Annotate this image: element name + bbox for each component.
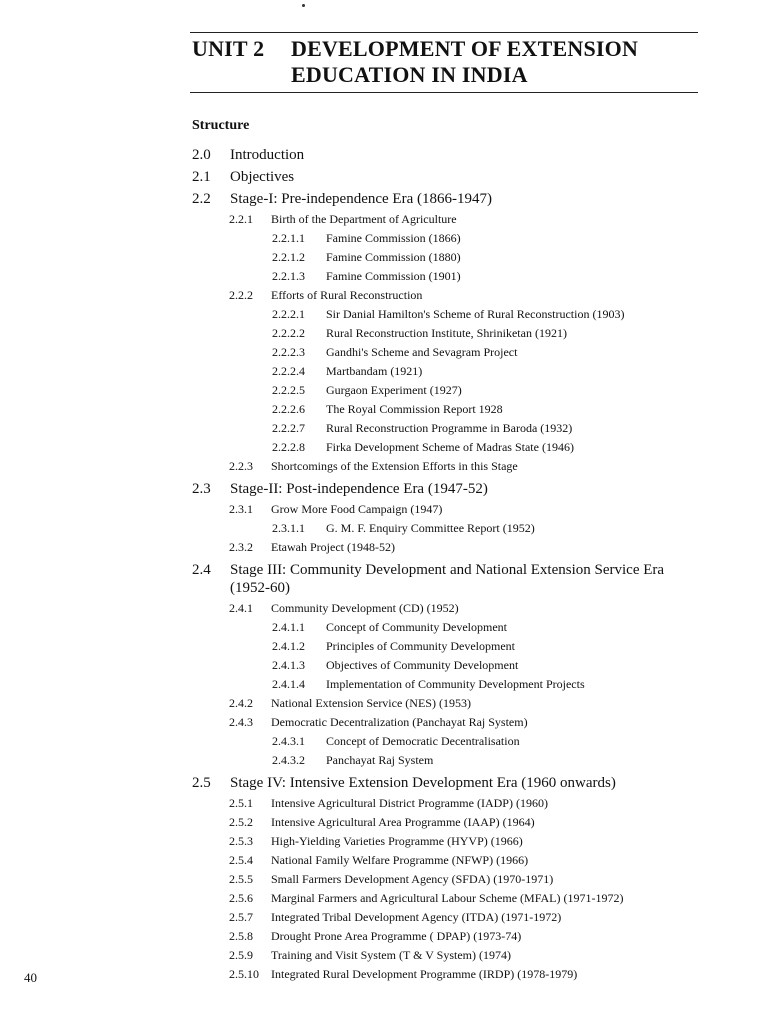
structure-heading: Structure (192, 118, 250, 133)
toc-entry-number: 2.0 (192, 147, 211, 163)
toc-entry-number: 2.2.2.6 (272, 402, 305, 416)
toc-entry-title: Grow More Food Campaign (1947) (271, 502, 443, 516)
toc-entry-number: 2.3.1.1 (272, 521, 305, 535)
toc-entry-number: 2.5.8 (229, 929, 253, 943)
toc-entry-number: 2.3 (192, 481, 211, 497)
toc-entry-number: 2.2.3 (229, 459, 253, 473)
toc-entry-title: Martbandam (1921) (326, 364, 423, 378)
toc-entry-title-continuation: (1952-60) (230, 580, 290, 596)
toc-entry-title: High-Yielding Varieties Programme (HYVP) (1966) (271, 834, 523, 848)
toc-entry-number: 2.2.1.3 (272, 269, 305, 283)
toc-entry-number: 2.3.2 (229, 540, 253, 554)
toc-entry-number: 2.4.1.4 (272, 677, 305, 691)
toc-entry-number: 2.2.1.1 (272, 231, 305, 245)
toc-entry-number: 2.5.10 (229, 967, 259, 981)
toc-entry-title: G. M. F. Enquiry Committee Report (1952) (326, 521, 535, 535)
toc-entry-title: Stage-I: Pre-independence Era (1866-1947) (230, 191, 492, 207)
toc-entry-number: 2.5.2 (229, 815, 253, 829)
toc-entry-number: 2.4.2 (229, 696, 253, 710)
toc-entry-number: 2.5 (192, 775, 211, 791)
toc-entry-title: Gurgaon Experiment (1927) (326, 383, 462, 397)
toc-entry-title: Panchayat Raj System (326, 753, 434, 767)
toc-entry-title: Efforts of Rural Reconstruction (271, 288, 423, 302)
title-line-2: EDUCATION IN INDIA (291, 62, 528, 87)
toc-entry-title: Birth of the Department of Agriculture (271, 212, 457, 226)
toc-entry-number: 2.2.2.1 (272, 307, 305, 321)
toc-entry-title: National Extension Service (NES) (1953) (271, 696, 471, 710)
toc-entry-number: 2.5.4 (229, 853, 253, 867)
toc-entry-title: Stage-II: Post-independence Era (1947-52) (230, 481, 488, 497)
toc-entry-title: Shortcomings of the Extension Efforts in this Stage (271, 459, 518, 473)
toc-entry-number: 2.5.7 (229, 910, 253, 924)
toc-entry-title: Intensive Agricultural District Programme (IADP) (1960) (271, 796, 548, 810)
toc-entry-title: Integrated Tribal Development Agency (ITDA) (1971-1972) (271, 910, 562, 924)
toc-entry-title: Principles of Community Development (326, 639, 515, 653)
toc-entry-title: Small Farmers Development Agency (SFDA) (1970-1971) (271, 872, 554, 886)
toc-entry-title: Implementation of Community Development Projects (326, 677, 585, 691)
toc-entry-title: The Royal Commission Report 1928 (326, 402, 503, 416)
toc-entry-title: Famine Commission (1901) (326, 269, 461, 283)
toc-entry-title: Sir Danial Hamilton's Scheme of Rural Reconstruction (1903) (326, 307, 625, 321)
toc-entry-number: 2.2 (192, 191, 211, 207)
toc-entry-title: Drought Prone Area Programme ( DPAP) (1973-74) (271, 929, 522, 943)
toc-entry-title: Integrated Rural Development Programme (IRDP) (1978-1979) (271, 967, 578, 981)
toc-entry-number: 2.2.2.7 (272, 421, 305, 435)
toc-entry-title: Stage IV: Intensive Extension Development Era (1960 onwards) (230, 775, 616, 791)
toc-entry-number: 2.5.6 (229, 891, 253, 905)
toc-entry-number: 2.2.2.2 (272, 326, 305, 340)
page-number: 40 (24, 970, 37, 985)
toc-entry-title: Objectives (230, 169, 295, 185)
toc-entry-title: Intensive Agricultural Area Programme (IAAP) (1964) (271, 815, 535, 829)
unit-label: UNIT 2 (192, 36, 265, 61)
toc-entry-number: 2.3.1 (229, 502, 253, 516)
toc-entry-title: Rural Reconstruction Programme in Baroda (1932) (326, 421, 573, 435)
toc-entry-number: 2.4.3 (229, 715, 253, 729)
toc-entry-title: Gandhi's Scheme and Sevagram Project (326, 345, 518, 359)
toc-entry-title: Marginal Farmers and Agricultural Labour Scheme (MFAL) (1971-1972) (271, 891, 624, 905)
toc-entry-number: 2.4.1 (229, 601, 253, 615)
toc-entry-number: 2.2.2.8 (272, 440, 305, 454)
toc-entry-title: Concept of Democratic Decentralisation (326, 734, 520, 748)
toc-entry-number: 2.2.2.4 (272, 364, 305, 378)
toc-entry-title: Introduction (230, 147, 305, 163)
toc-entry-number: 2.4.1.1 (272, 620, 305, 634)
toc-entry-title: Famine Commission (1880) (326, 250, 461, 264)
toc-entry-number: 2.2.2.3 (272, 345, 305, 359)
toc-entry-title: Stage III: Community Development and National Extension Service Era (230, 562, 665, 578)
toc-entry-title: National Family Welfare Programme (NFWP) (1966) (271, 853, 529, 867)
toc-entry-number: 2.5.9 (229, 948, 253, 962)
toc-entry-title: Democratic Decentralization (Panchayat Raj System) (271, 715, 528, 729)
toc-entry-number: 2.2.2 (229, 288, 253, 302)
toc-entry-number: 2.4.1.3 (272, 658, 305, 672)
toc-entry-number: 2.4.1.2 (272, 639, 305, 653)
toc-entry-number: 2.5.5 (229, 872, 253, 886)
toc-entry-number: 2.1 (192, 169, 211, 185)
toc-entry-number: 2.4.3.2 (272, 753, 305, 767)
toc-entry-title: Objectives of Community Development (326, 658, 519, 672)
toc-entry-title: Rural Reconstruction Institute, Shriniketan (1921) (326, 326, 567, 340)
toc-entry-title: Training and Visit System (T & V System) (1974) (271, 948, 511, 962)
toc-entry-title: Etawah Project (1948-52) (271, 540, 395, 554)
toc-entry-title: Concept of Community Development (326, 620, 507, 634)
toc-entry-number: 2.5.1 (229, 796, 253, 810)
toc-entry-number: 2.5.3 (229, 834, 253, 848)
title-line-1: DEVELOPMENT OF EXTENSION (291, 36, 639, 61)
toc-entry-number: 2.2.2.5 (272, 383, 305, 397)
toc-entry-title: Famine Commission (1866) (326, 231, 461, 245)
toc-entry-number: 2.2.1.2 (272, 250, 305, 264)
toc-entry-title: Community Development (CD) (1952) (271, 601, 459, 615)
toc-entry-title: Firka Development Scheme of Madras State (1946) (326, 440, 574, 454)
toc-entry-number: 2.2.1 (229, 212, 253, 226)
toc-entry-number: 2.4 (192, 562, 211, 578)
toc-entry-number: 2.4.3.1 (272, 734, 305, 748)
